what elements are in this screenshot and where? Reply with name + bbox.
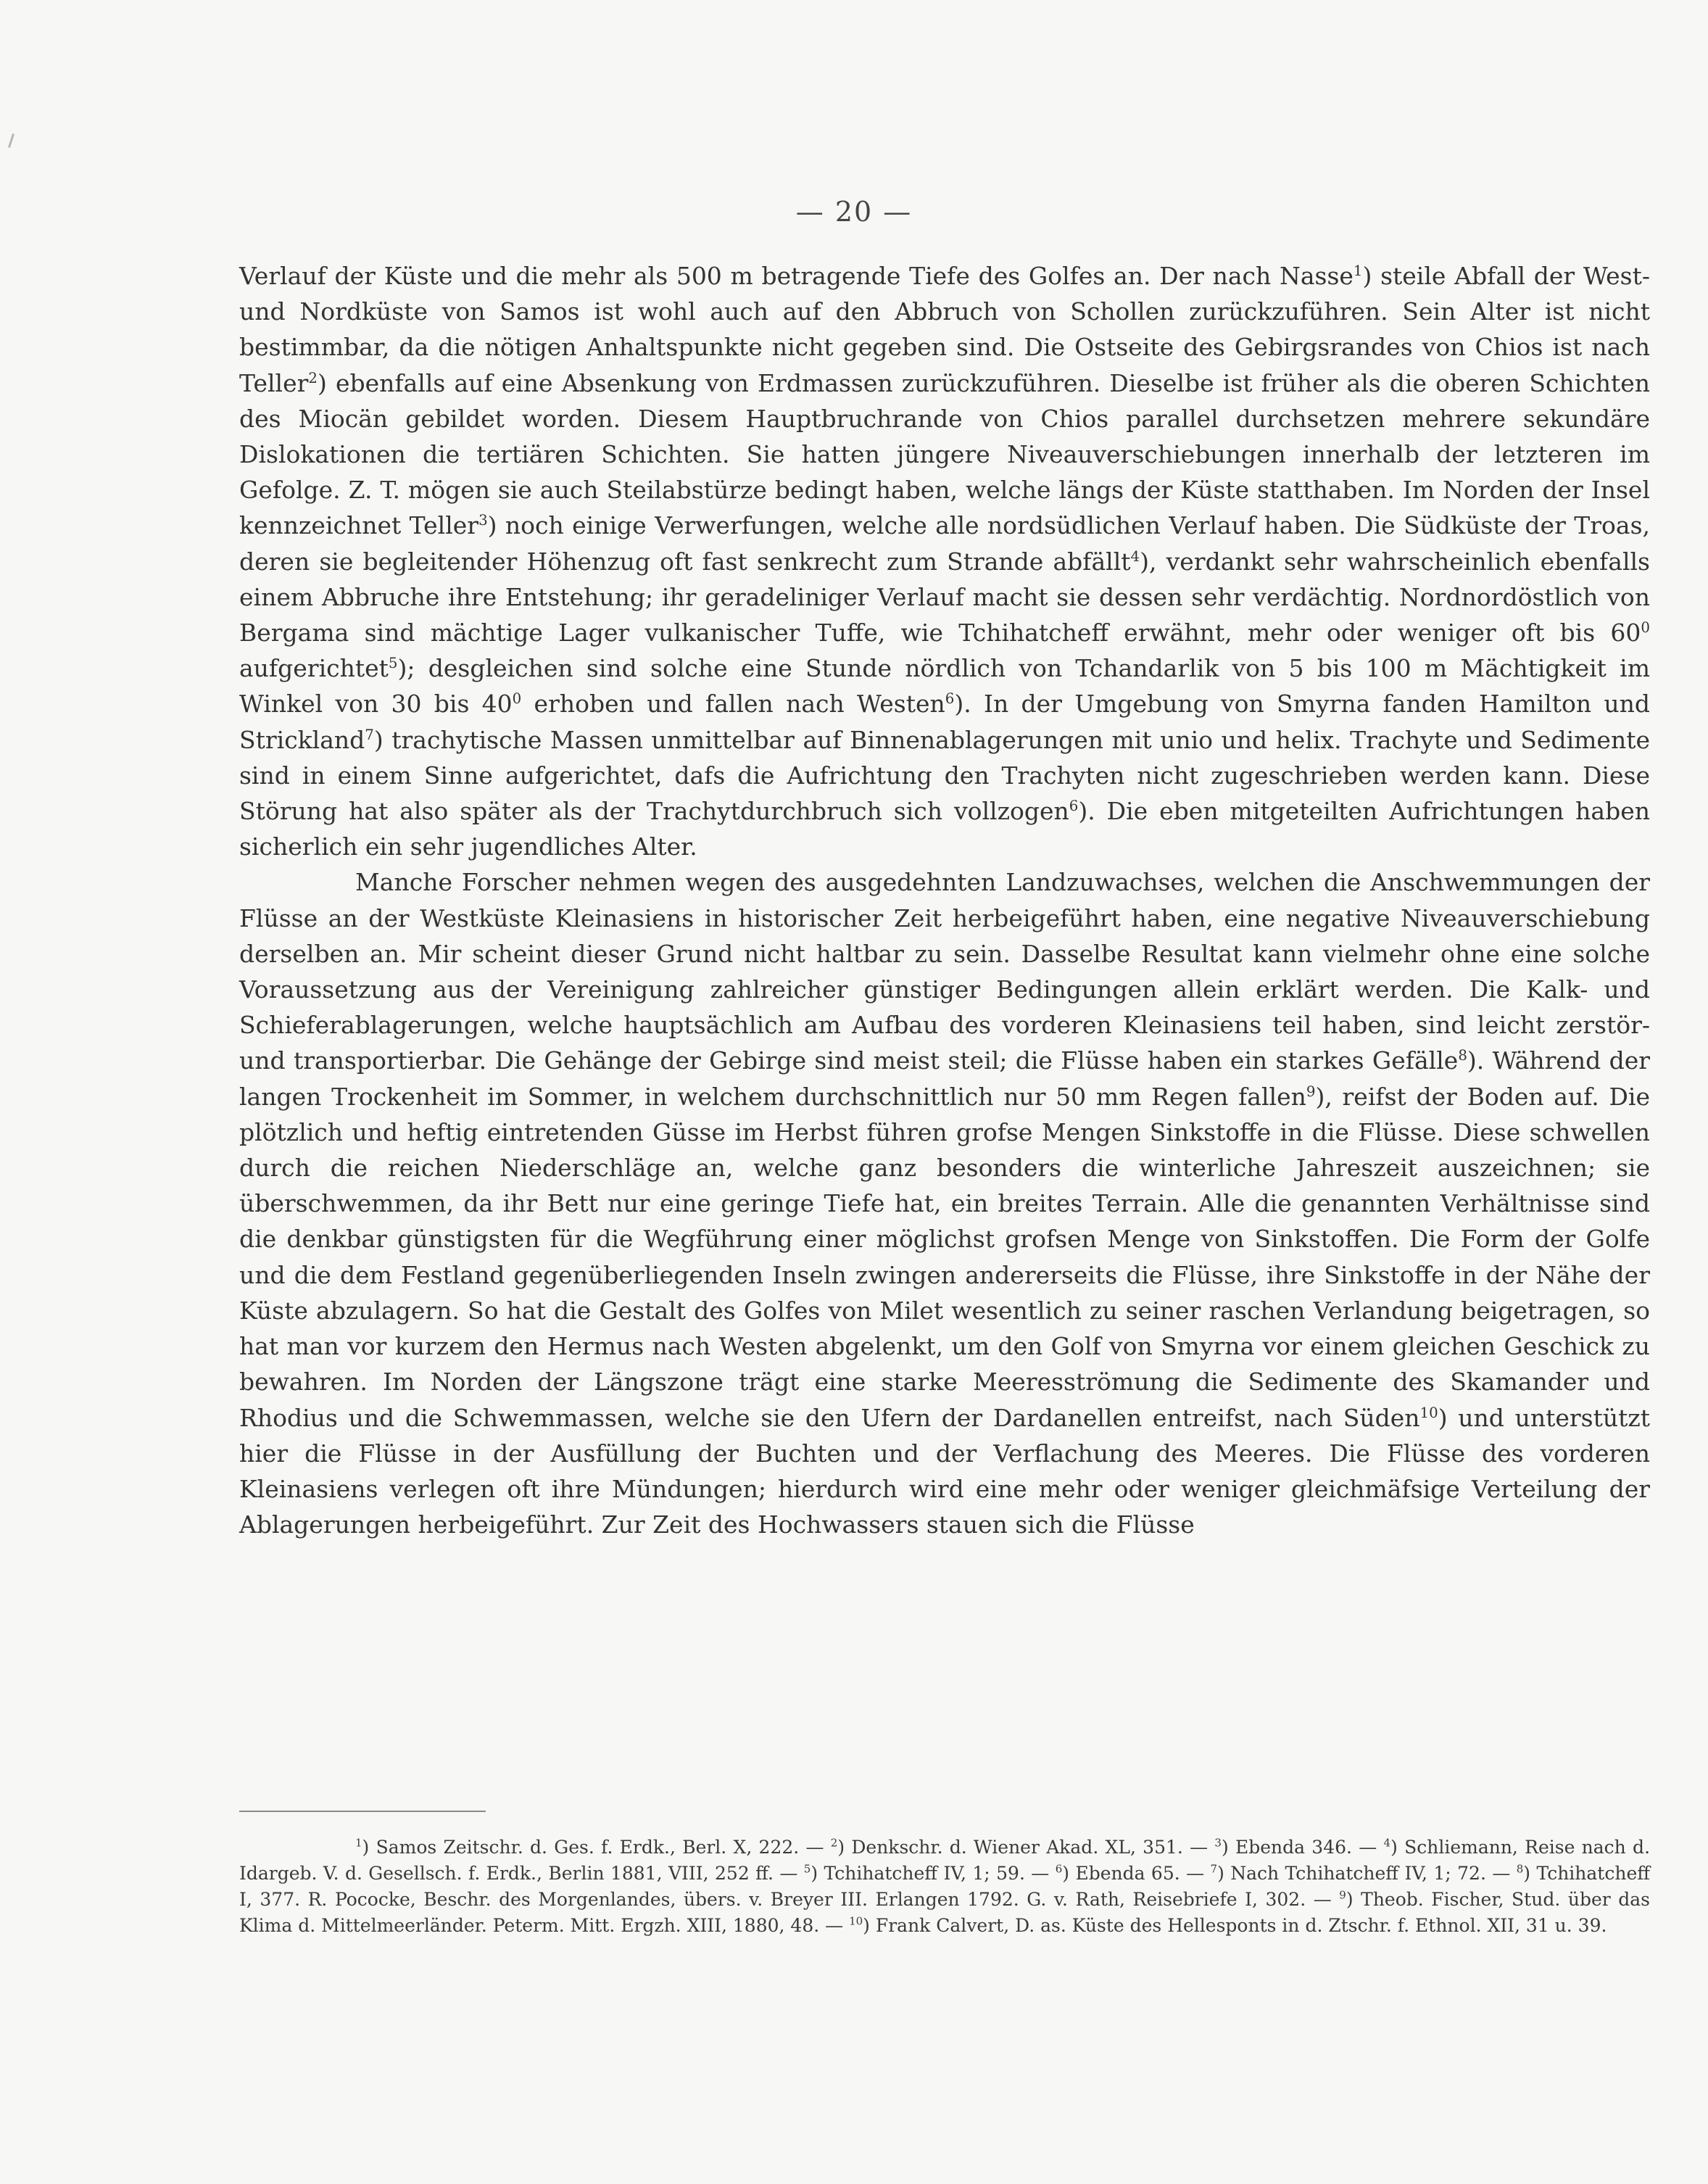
footnote-separator: [239, 1811, 486, 1812]
footnote-marker: 2: [830, 1836, 838, 1850]
footnote-marker: 5: [388, 655, 398, 672]
text-run: ) Tchihatcheff I, 377. R. Pococke, Beschr. des Morgenlandes, übers. v. Breyer III. Erlangen 1792. G. v. Rath, Reisebriefe I, 302. —: [239, 1863, 1651, 1910]
text-run: ); desgleichen sind solche eine Stunde nördlich von Tchandarlik von 5 bis 100 m Mächtigkeit im Winkel von 30 bis 40: [239, 654, 1650, 719]
footnote-marker: 7: [365, 726, 374, 743]
text-run: ) steile Abfall der West- und Nordküste von Samos ist wohl auch auf den Abbruch von Schollen zurückzuführen. Sein Alter ist nicht bestimmbar, da die nötigen Anhaltspunkte nicht gegeben sind. Die Ostseite des Gebirgsrandes von Chios ist nach Teller: [239, 262, 1650, 397]
footnote-marker: 3: [1214, 1836, 1222, 1850]
text-run: ) und unterstützt hier die Flüsse in der Ausfüllung der Buchten und der Verflachung des Meeres. Die Flüsse des vorderen Kleinasiens verlegen oft ihre Mündungen; hierdurch wird eine mehr oder weniger gleichmäfsige Verteilung der Ablagerungen herbeigeführt. Zur Zeit des Hochwassers stauen sich die Flüsse: [239, 1403, 1651, 1539]
text-run: ) Ebenda 65. —: [1062, 1863, 1211, 1884]
footnote-marker: 2: [308, 369, 318, 386]
text-run: ) trachytische Massen unmittelbar auf Binnenablagerungen mit unio und helix. Trachyte und Sedimente sind in einem Sinne aufgerichtet, dafs die Aufrichtung den Trachyten nicht zugeschrieben werden kann. Diese Störung hat also später als der Trachytdurchbruch sich vollzogen: [239, 725, 1650, 826]
footnote-marker: 10: [1419, 1404, 1438, 1421]
footnote-marker: 0: [512, 690, 522, 708]
text-run: ) Nach Tchihatcheff IV, 1; 72. —: [1217, 1863, 1517, 1884]
footnote-marker: 8: [1516, 1862, 1524, 1876]
footnote-marker: 4: [1383, 1836, 1391, 1850]
text-run: ) Denkschr. d. Wiener Akad. XL, 351. —: [837, 1837, 1215, 1858]
text-run: ). In der Umgebung von Smyrna fanden Hamilton und Strickland: [239, 690, 1651, 754]
text-run: ), verdankt sehr wahrscheinlich ebenfalls einem Abbruche ihre Entstehung; ihr geradeliniger Verlauf macht sie dessen sehr verdächtig. Nordnordöstlich von Bergama sind mächtige Lager vulkanischer Tuffe, wie Tchihatcheff erwähnt, mehr oder weniger oft bis 60: [239, 547, 1650, 648]
footnote-marker: 3: [478, 512, 488, 529]
footnote-marker: 6: [1055, 1862, 1063, 1876]
footnote-marker: 1: [355, 1836, 362, 1850]
text-run: ) Schliemann, Reise nach d. Idargeb. V. d. Gesellsch. f. Erdk., Berlin 1881, VIII, 252 ff. —: [239, 1837, 1651, 1884]
text-run: ) ebenfalls auf eine Absenkung von Erdmassen zurückzuführen. Dieselbe ist früher als die oberen Schichten des Miocän gebildet worden. Diesem Hauptbruchrande von Chios parallel durchsetzen mehrere sekundäre Dislokationen die tertiären Schichten. Sie hatten jüngere Niveauverschiebungen innerhalb der letzteren im Gefolge. Z. T. mögen sie auch Steilabstürze bedingt haben, welche längs der Küste statthaben. Im Norden der Insel kennzeichnet Teller: [239, 368, 1650, 540]
footnote-marker: 7: [1210, 1862, 1218, 1876]
text-run: ). Die eben mitgeteilten Aufrichtungen haben sicherlich ein sehr jugendliches Alter.: [239, 797, 1650, 861]
text-run: ) noch einige Verwerfungen, welche alle nordsüdlichen Verlauf haben. Die Südküste der Troas, deren sie begleitender Höhenzug oft fast senkrecht zum Strande abfällt: [239, 511, 1650, 576]
text-run: ) Samos Zeitschr. d. Ges. f. Erdk., Berl. X, 222. —: [362, 1837, 831, 1858]
paragraph-1: [239, 258, 1650, 864]
footnote-marker: 8: [1458, 1047, 1467, 1064]
footnote-marker: 6: [945, 690, 955, 708]
text-run: ) Theob. Fischer, Stud. über das Klima d. Mittelmeerländer. Peterm. Mitt. Ergzh. XIII, 1880, 48. —: [239, 1889, 1650, 1936]
text-run: erhoben und fallen nach Westen: [521, 690, 945, 719]
footnote-marker: 4: [1130, 547, 1140, 565]
text-run: ) Frank Calvert, D. as. Küste des Hellesponts in d. Ztschr. f. Ethnol. XII, 31 u. 39.: [863, 1915, 1607, 1936]
page-number: — 20 —: [795, 196, 913, 228]
footnote-marker: 1: [1353, 262, 1363, 279]
text-run: ) Tchihatcheff IV, 1; 59. —: [811, 1863, 1056, 1884]
text-run: Manche Forscher nehmen wegen des ausgedehnten Landzuwachses, welchen die Anschwemmungen der Flüsse an der Westküste Kleinasiens in historischer Zeit herbeigeführt haben, eine negative Niveauverschiebung derselben an. Mir scheint dieser Grund nicht haltbar zu sein. Dasselbe Resultat kann vielmehr ohne eine solche Voraussetzung aus der Vereinigung zahlreicher günstiger Bedingungen allein erklärt werden. Die Kalk- und Schieferablagerungen, welche hauptsächlich am Aufbau des vorderen Kleinasiens teil haben, sind leicht zerstör- und transportierbar. Die Gehänge der Gebirge sind meist steil; die Flüsse haben ein starkes Gefälle: [239, 868, 1650, 1075]
footnote-marker: 9: [1306, 1083, 1316, 1100]
footnote-marker: 9: [1339, 1888, 1346, 1902]
footnote-marker: 6: [1069, 798, 1079, 815]
text-run: aufgerichtet: [239, 654, 389, 683]
main-text: [239, 258, 1650, 1542]
footnote-marker: 5: [803, 1862, 811, 1876]
paragraph-2: [239, 864, 1650, 1542]
footnote-marker: 10: [849, 1914, 863, 1928]
footnotes: [239, 1835, 1650, 1939]
text-run: ). Während der langen Trockenheit im Sommer, in welchem durchschnittlich nur 50 mm Regen fallen: [239, 1046, 1650, 1111]
text-run: Verlauf der Küste und die mehr als 500 m betragende Tiefe des Golfes an. Der nach Nasse: [239, 262, 1353, 290]
stray-pencil-mark: [8, 133, 14, 148]
text-run: ) Ebenda 346. —: [1221, 1837, 1384, 1858]
footnote-marker: 0: [1641, 619, 1650, 637]
text-run: ), reifst der Boden auf. Die plötzlich und heftig eintretenden Güsse im Herbst führen grofse Mengen Sinkstoffe in die Flüsse. Diese schwellen durch die reichen Niederschläge an, welche ganz besonders die winterliche Jahreszeit auszeichnen; sie überschwemmen, da ihr Bett nur eine geringe Tiefe hat, ein breites Terrain. Alle die genannten Verhältnisse sind die denkbar günstigsten für die Wegführung einer möglichst grofsen Menge von Sinkstoffen. Die Form der Golfe und die dem Festland gegenüberliegenden Inseln zwingen andererseits die Flüsse, ihre Sinkstoffe in der Nähe der Küste abzulagern. So hat die Gestalt des Golfes von Milet wesentlich zu seiner raschen Verlandung beigetragen, so hat man vor kurzem den Hermus nach Westen abgelenkt, um den Golf von Smyrna vor einem gleichen Geschick zu bewahren. Im Norden der Längszone trägt eine starke Meeresströmung die Sedimente des Skamander und Rhodius und die Schwemmassen, welche sie den Ufern der Dardanellen entreifst, nach Süden: [239, 1082, 1650, 1432]
